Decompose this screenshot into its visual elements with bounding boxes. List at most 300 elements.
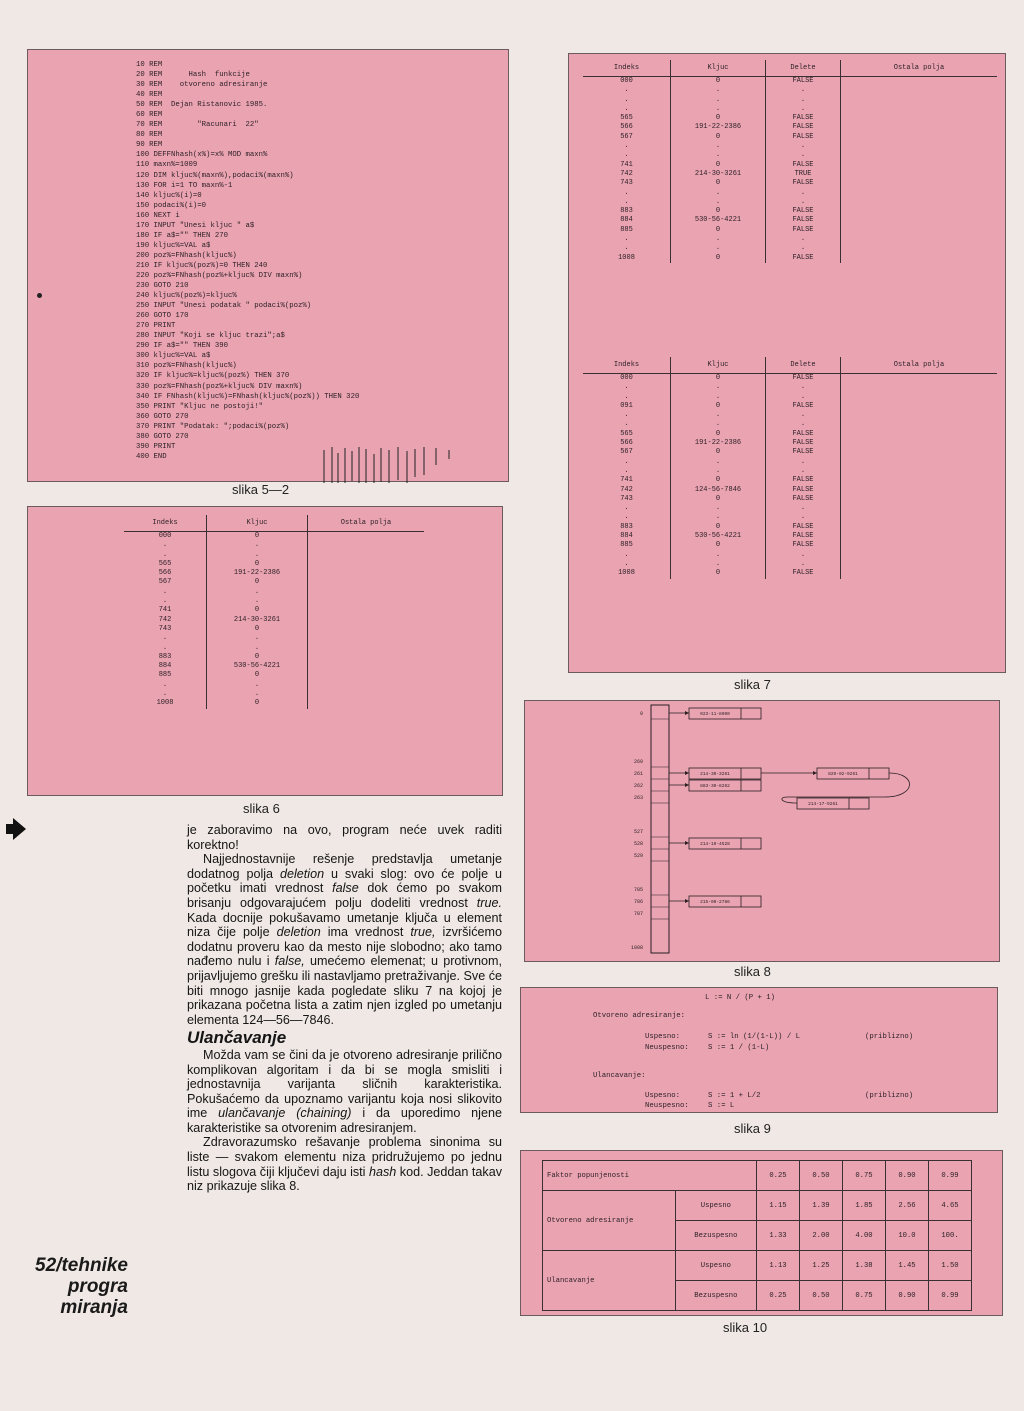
table-cell: . — [583, 411, 671, 420]
table-row — [583, 161, 997, 170]
table-cell-empty — [841, 170, 998, 179]
table-cell-empty — [841, 207, 998, 216]
table-row — [583, 393, 997, 402]
table-cell-empty — [841, 569, 998, 578]
table-cell: 0 — [671, 161, 766, 170]
code-line: 300 kljuc%=VAL a$ — [136, 352, 211, 361]
table-cell: . — [124, 644, 207, 653]
code-line: 380 GOTO 270 — [136, 432, 189, 441]
table-cell: . — [207, 634, 308, 643]
table-cell-empty — [841, 523, 998, 532]
table-cell: 0 — [671, 430, 766, 439]
table-row — [583, 105, 997, 114]
table-row — [583, 439, 997, 448]
table-cell: 743 — [583, 179, 671, 188]
table-cell: 0 — [671, 179, 766, 188]
search-cost-value: 1.13 — [757, 1251, 800, 1281]
code-line: 180 IF a$="" THEN 270 — [136, 231, 228, 240]
table-cell: FALSE — [766, 486, 841, 495]
table-cell: . — [671, 383, 766, 392]
table-cell: 214-30-3261 — [671, 170, 766, 179]
table-cell: 884 — [583, 216, 671, 225]
table-cell: 0 — [671, 448, 766, 457]
table-cell: FALSE — [766, 254, 841, 263]
method-name: Ulancavanje — [543, 1251, 676, 1311]
table-row — [583, 467, 997, 476]
col-ostala-header: Ostala polja — [308, 515, 425, 532]
table-row — [543, 1161, 972, 1191]
table-cell: 883 — [583, 523, 671, 532]
table-cell-empty — [308, 653, 425, 662]
table-cell: . — [671, 551, 766, 560]
table-cell: . — [207, 681, 308, 690]
code-line: 150 podaci%(i)=0 — [136, 201, 207, 210]
table-cell: . — [671, 411, 766, 420]
table-cell-empty — [841, 551, 998, 560]
table-cell: FALSE — [766, 123, 841, 132]
arrowhead-icon — [685, 783, 689, 787]
array-index: 262 — [633, 783, 643, 789]
table-row — [583, 170, 997, 179]
print-smudge — [314, 445, 474, 485]
fill-factor-header: Faktor popunjenosti — [543, 1161, 757, 1191]
table-cell-empty — [841, 476, 998, 485]
fill-factor-value: 0.50 — [800, 1161, 843, 1191]
table-cell: . — [671, 458, 766, 467]
table-row — [124, 569, 424, 578]
table-cell: 565 — [583, 114, 671, 123]
node-key: 883-30-8262 — [700, 784, 730, 789]
table-row — [583, 86, 997, 95]
table-row — [583, 216, 997, 225]
col-kljuc-header: Kljuc — [207, 515, 308, 532]
table-cell: 743 — [583, 495, 671, 504]
slika8-panel — [524, 700, 1000, 962]
table-cell-empty — [841, 513, 998, 522]
code-line: 10 REM — [136, 61, 163, 69]
table-cell: 565 — [583, 430, 671, 439]
outcome-label: Bezuspesno — [675, 1281, 756, 1311]
table-cell-empty — [841, 114, 998, 123]
table-cell: FALSE — [766, 216, 841, 225]
table-cell: 0 — [671, 523, 766, 532]
table-cell: 883 — [583, 207, 671, 216]
code-line: 40 REM — [136, 91, 163, 100]
code-line: 350 PRINT "Kljuc ne postoji!" — [136, 402, 263, 411]
table-row — [583, 448, 997, 457]
table-row — [124, 616, 424, 625]
table-cell: 0 — [207, 699, 308, 708]
arrowhead-icon — [685, 899, 689, 903]
chain-success-formula: S := 1 + L/2 — [708, 1092, 761, 1100]
array-index: 787 — [633, 911, 643, 917]
table-cell: 741 — [583, 476, 671, 485]
code-line: 240 kljuc%(poz%)=kljuc% — [136, 292, 237, 301]
table-cell: 0 — [671, 541, 766, 550]
code-line: 190 kljuc%=VAL a$ — [136, 241, 211, 250]
table-row — [124, 690, 424, 699]
table-cell-empty — [308, 671, 425, 680]
caption-slika-9: slika 9 — [734, 1121, 771, 1136]
table-cell-empty — [841, 532, 998, 541]
table-cell-empty — [841, 541, 998, 550]
slika10-table — [542, 1160, 972, 1311]
array-index: 529 — [633, 853, 643, 859]
table-cell-empty — [841, 179, 998, 188]
table-cell: . — [124, 597, 207, 606]
table-cell-empty — [841, 235, 998, 244]
table-cell: 0 — [671, 476, 766, 485]
table-row — [583, 123, 997, 132]
table-cell: 530-56-4221 — [671, 532, 766, 541]
code-line: 200 poz%=FNhash(kljuc%) — [136, 251, 237, 260]
search-cost-value: 1.85 — [843, 1191, 886, 1221]
caption-slika-5-2: slika 5—2 — [232, 482, 290, 497]
table-cell: . — [766, 105, 841, 114]
paragraph: Zdravorazumsko rešavanje problema sinonima su liste — svakom elementu niza pridružujemo po jednu listu slogova čiji ključevi daju isti hash kod. Jeddan takav niz prikazuje slika 8. — [187, 1135, 503, 1194]
table-row — [124, 597, 424, 606]
code-line: 370 PRINT "Podatak: ";podaci%(poz%) — [136, 422, 290, 431]
table-cell-empty — [308, 551, 425, 560]
chain-fail-formula: S := L — [708, 1102, 735, 1110]
table-row — [583, 198, 997, 207]
table-cell: 884 — [124, 662, 207, 671]
section-label: 52/tehnike progra miranja — [35, 1255, 128, 1318]
table-cell: . — [583, 189, 671, 198]
table-cell-empty — [841, 495, 998, 504]
table-cell: . — [124, 681, 207, 690]
table-cell-empty — [841, 254, 998, 263]
table-cell-empty — [841, 105, 998, 114]
code-line: 50 REM Dejan Ristanovic 1985. — [136, 101, 268, 110]
table-cell: 0 — [671, 569, 766, 578]
table-cell: . — [671, 560, 766, 569]
table-cell: 566 — [583, 439, 671, 448]
table-cell: FALSE — [766, 569, 841, 578]
table-cell: . — [583, 504, 671, 513]
col-ostala-header: Ostala polja — [841, 357, 998, 374]
table-cell-empty — [308, 625, 425, 634]
code-line: 90 REM — [136, 141, 163, 150]
table-cell: FALSE — [766, 476, 841, 485]
table-cell: 566 — [583, 123, 671, 132]
table-cell: 0 — [207, 671, 308, 680]
table-row — [583, 151, 997, 160]
slika7-panel — [568, 53, 1006, 673]
table-cell: . — [124, 551, 207, 560]
table-cell: 530-56-4221 — [207, 662, 308, 671]
table-cell-empty — [841, 151, 998, 160]
table-cell: . — [207, 541, 308, 550]
arrowhead-icon — [813, 771, 817, 775]
table-cell: FALSE — [766, 179, 841, 188]
table-row — [583, 513, 997, 522]
table-cell: . — [671, 513, 766, 522]
table-cell: . — [583, 560, 671, 569]
table-row — [583, 226, 997, 235]
open-fail-label: Neuspesno: — [645, 1044, 689, 1052]
slika6-table — [124, 515, 424, 709]
code-line: 230 GOTO 210 — [136, 282, 189, 291]
code-line: 80 REM — [136, 131, 163, 140]
table-row — [124, 671, 424, 680]
table-cell: . — [207, 690, 308, 699]
table-row — [124, 560, 424, 569]
table-cell: . — [583, 458, 671, 467]
table-row — [543, 1251, 972, 1281]
table-cell: . — [671, 504, 766, 513]
table-cell: . — [766, 420, 841, 429]
table-cell: 0 — [671, 226, 766, 235]
array-index: 1008 — [630, 945, 643, 951]
table-cell: FALSE — [766, 448, 841, 457]
table-cell-empty — [308, 681, 425, 690]
table-cell-empty — [841, 133, 998, 142]
slika6-panel — [27, 506, 503, 796]
chain-success-label: Uspesno: — [645, 1092, 681, 1100]
table-row — [583, 402, 997, 411]
table-cell: . — [671, 244, 766, 253]
fill-factor-value: 0.25 — [757, 1161, 800, 1191]
code-line: 100 DEFFNhash(x%)=x% MOD maxn% — [136, 151, 268, 160]
method-name: Otvoreno adresiranje — [543, 1191, 676, 1251]
table-row — [583, 374, 997, 384]
node-key: 023-11-8000 — [700, 712, 730, 717]
table-cell: 000 — [124, 532, 207, 542]
paragraph: Najjednostavnije rešenje predstavlja umetanje dodatnog polja deletion u svaki slog: ovo će polje u početku imati vrednost false dok ćemo po svakom brisanju odgovarajućem polju dodeliti vrednost true. Kada docnije pokušavamo umetanje ključa u element niza čije polje deletion ima vrednost true, izvršićemo dodatnu proveru kao da mesto nije slobodno; ako tamo nađemo nulu i false, umećemo elemenat; u protivnom, prijavljujemo grešku ili nastavljamo pretraživanje. Sve će biti mnogo jasnije kada pogledate sliku 7 na kojoj je prikazana početna lista a zatim njen izgled po umetanju elementa 124—56—7846. — [187, 852, 503, 1027]
table-cell-empty — [308, 690, 425, 699]
table-cell: . — [671, 198, 766, 207]
table-cell-empty — [841, 411, 998, 420]
code-line: 170 INPUT "Unesi kljuc " a$ — [136, 221, 255, 230]
table-row — [583, 254, 997, 263]
table-row — [583, 235, 997, 244]
table-cell: 0 — [207, 560, 308, 569]
table-cell: . — [671, 235, 766, 244]
table-cell: 0 — [671, 254, 766, 263]
table-cell: FALSE — [766, 161, 841, 170]
table-cell-empty — [841, 383, 998, 392]
table-cell: . — [124, 690, 207, 699]
table-cell-empty — [841, 448, 998, 457]
array-index: 0 — [639, 711, 643, 717]
table-cell: FALSE — [766, 402, 841, 411]
slika9-panel — [520, 987, 998, 1113]
search-cost-value: 1.39 — [800, 1191, 843, 1221]
table-cell: 1008 — [124, 699, 207, 708]
table-cell-empty — [841, 467, 998, 476]
table-cell: . — [766, 86, 841, 95]
table-cell: . — [671, 105, 766, 114]
table-cell-empty — [841, 189, 998, 198]
table-cell: . — [671, 86, 766, 95]
table-cell-empty — [841, 393, 998, 402]
table-cell: . — [671, 96, 766, 105]
table-cell: . — [583, 151, 671, 160]
table-cell: FALSE — [766, 374, 841, 384]
arrowhead-icon — [685, 711, 689, 715]
table-cell: . — [583, 393, 671, 402]
table-row — [583, 142, 997, 151]
table-cell: . — [766, 235, 841, 244]
table-cell: 885 — [583, 226, 671, 235]
table-cell-empty — [841, 402, 998, 411]
table-cell: . — [766, 411, 841, 420]
hash-chain-diagram — [525, 701, 999, 961]
table-cell: . — [671, 151, 766, 160]
code-line: 340 IF FNhash(kljuc%)=FNhash(kljuc%(poz%)) THEN 320 — [136, 392, 360, 401]
table-cell-empty — [841, 244, 998, 253]
code-line: 280 INPUT "Koji se kljuc trazi";a$ — [136, 332, 285, 341]
table-cell: . — [766, 513, 841, 522]
table-row — [583, 523, 997, 532]
table-row — [124, 588, 424, 597]
table-row — [583, 244, 997, 253]
array-index: 527 — [633, 829, 643, 835]
open-fail-formula: S := 1 / (1-L) — [708, 1044, 770, 1052]
table-cell-empty — [308, 616, 425, 625]
table-cell-empty — [308, 699, 425, 708]
table-cell: . — [583, 105, 671, 114]
table-cell: . — [207, 597, 308, 606]
table-row — [583, 532, 997, 541]
table-cell-empty — [841, 439, 998, 448]
table-cell: . — [671, 420, 766, 429]
table-cell-empty — [841, 458, 998, 467]
table-cell: 884 — [583, 532, 671, 541]
table-row — [583, 486, 997, 495]
table-cell: 0 — [207, 625, 308, 634]
table-cell: 0 — [671, 374, 766, 384]
caption-slika-7: slika 7 — [734, 677, 771, 692]
code-line: 140 kljuc%(i)=0 — [136, 191, 202, 200]
table-cell: FALSE — [766, 207, 841, 216]
table-row — [124, 644, 424, 653]
table-cell-empty — [841, 123, 998, 132]
table-cell: 091 — [583, 402, 671, 411]
table-cell: FALSE — [766, 133, 841, 142]
table-cell: . — [583, 551, 671, 560]
table-row — [124, 551, 424, 560]
outcome-label: Uspesno — [675, 1191, 756, 1221]
node-key: 214-17-9261 — [808, 802, 838, 807]
table-cell: 191-22-2386 — [671, 439, 766, 448]
col-delete-header: Delete — [766, 357, 841, 374]
table-cell: FALSE — [766, 77, 841, 87]
table-cell: FALSE — [766, 226, 841, 235]
table-row — [583, 207, 997, 216]
code-line: 360 GOTO 270 — [136, 412, 189, 421]
code-line: 310 poz%=FNhash(kljuc%) — [136, 362, 237, 371]
code-line: 160 NEXT i — [136, 211, 180, 220]
search-cost-value: 2.56 — [886, 1191, 929, 1221]
table-cell: . — [583, 96, 671, 105]
table-cell: 0 — [671, 207, 766, 216]
table-cell: 741 — [583, 161, 671, 170]
caption-slika-6: slika 6 — [243, 801, 280, 816]
table-row — [583, 420, 997, 429]
table-cell-empty — [308, 560, 425, 569]
table-cell: . — [671, 467, 766, 476]
table-cell: . — [207, 551, 308, 560]
table-cell-empty — [841, 142, 998, 151]
table-cell-empty — [841, 216, 998, 225]
table-cell: . — [766, 393, 841, 402]
table-cell: 000 — [583, 77, 671, 87]
table-cell: . — [583, 86, 671, 95]
table-cell: 0 — [207, 578, 308, 587]
basic-listing — [136, 60, 359, 462]
table-cell: 0 — [671, 402, 766, 411]
table-row — [124, 578, 424, 587]
table-cell: . — [583, 513, 671, 522]
table-cell: . — [766, 96, 841, 105]
table-cell: 567 — [583, 448, 671, 457]
col-kljuc-header: Kljuc — [671, 60, 766, 77]
table-cell: 0 — [671, 77, 766, 87]
chain-fail-label: Neuspesno: — [645, 1102, 689, 1110]
table-cell-empty — [841, 86, 998, 95]
table-cell: . — [766, 383, 841, 392]
table-row — [583, 179, 997, 188]
table-cell: 191-22-2386 — [671, 123, 766, 132]
search-cost-value: 1.25 — [800, 1251, 843, 1281]
table-cell: . — [671, 189, 766, 198]
table-cell: TRUE — [766, 170, 841, 179]
table-cell-empty — [841, 430, 998, 439]
margin-dot — [37, 293, 42, 298]
table-cell-empty — [841, 96, 998, 105]
table-cell: . — [766, 189, 841, 198]
col-ostala-header: Ostala polja — [841, 60, 998, 77]
table-cell-empty — [841, 161, 998, 170]
paragraph: je zaboravimo na ovo, program neće uvek raditi korektno! — [187, 823, 502, 852]
table-cell: 1008 — [583, 254, 671, 263]
caption-slika-10: slika 10 — [723, 1320, 768, 1335]
table-row — [124, 541, 424, 550]
code-line: 220 poz%=FNhash(poz%+kljuc% DIV maxn%) — [136, 271, 303, 280]
col-indeks-header: Indeks — [124, 515, 207, 532]
section-heading: Ulančavanje — [187, 1028, 287, 1048]
search-cost-value: 4.00 — [843, 1221, 886, 1251]
search-cost-value: 0.50 — [800, 1281, 843, 1311]
table-cell-empty — [308, 569, 425, 578]
table-cell: 567 — [583, 133, 671, 142]
search-cost-value: 1.33 — [757, 1221, 800, 1251]
fill-factor-value: 0.99 — [929, 1161, 972, 1191]
search-cost-value: 1.45 — [886, 1251, 929, 1281]
table-row — [583, 114, 997, 123]
table-row — [583, 133, 997, 142]
table-cell-empty — [308, 578, 425, 587]
table-cell: 883 — [124, 653, 207, 662]
table-cell: 567 — [124, 578, 207, 587]
search-cost-value: 0.90 — [886, 1281, 929, 1311]
col-delete-header: Delete — [766, 60, 841, 77]
chain-title: Ulancavanje: — [593, 1072, 646, 1080]
table-cell: . — [766, 198, 841, 207]
table-cell: 000 — [583, 374, 671, 384]
table-cell: . — [766, 244, 841, 253]
node-key: 829-02-9261 — [828, 772, 858, 777]
code-line: 60 REM — [136, 111, 163, 120]
table-cell-empty — [308, 597, 425, 606]
col-indeks-header: Indeks — [583, 60, 671, 77]
table-row — [583, 476, 997, 485]
code-line: 390 PRINT — [136, 442, 176, 451]
search-cost-value: 2.00 — [800, 1221, 843, 1251]
open-approx: (priblizno) — [865, 1033, 914, 1041]
